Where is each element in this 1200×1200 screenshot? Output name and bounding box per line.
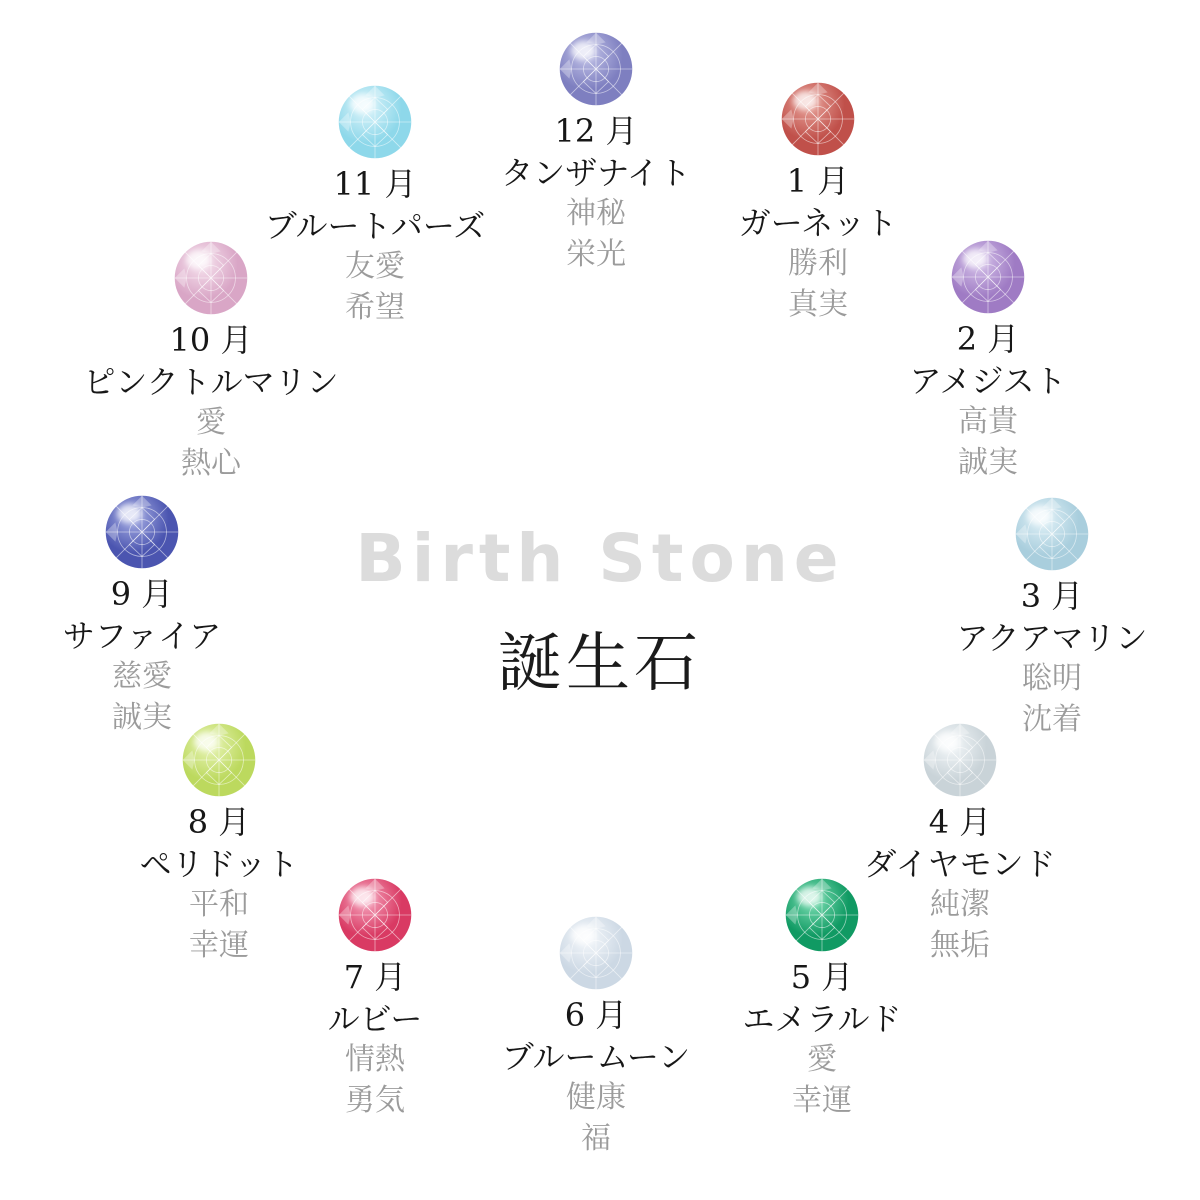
stone-month: 7 月: [343, 958, 407, 996]
stone-keyword: 幸運: [189, 927, 249, 963]
stone-keyword: 無垢: [930, 927, 990, 963]
gemstone-icon: [559, 916, 633, 990]
stone-month: 3 月: [1020, 577, 1084, 615]
stone-keywords: [692, 1040, 952, 1120]
stone-month: 9 月: [110, 575, 174, 613]
stone-entry: [12, 495, 272, 738]
stone-keyword: 勝利: [788, 246, 848, 282]
stone-label: [466, 994, 726, 1078]
gemstone-icon: [1015, 497, 1089, 571]
stone-entry: [922, 497, 1182, 740]
stone-name: アメジスト: [909, 362, 1067, 401]
stone-month: 8 月: [187, 803, 251, 841]
stone-keyword: 幸運: [792, 1082, 852, 1118]
stone-name: エメラルド: [742, 1000, 902, 1039]
stone-label: [466, 110, 726, 194]
stone-keyword: 慈愛: [112, 659, 172, 695]
gemstone-icon: [338, 85, 412, 159]
stone-keyword: 誠実: [112, 699, 172, 735]
stone-entry: [858, 240, 1118, 483]
stone-keywords: [858, 402, 1118, 482]
stone-month: 1 月: [786, 162, 850, 200]
stone-keyword: 健康: [566, 1080, 626, 1116]
stone-name: ルビー: [327, 1000, 423, 1039]
stone-keyword: 栄光: [566, 236, 626, 272]
stone-keyword: 誠実: [958, 444, 1018, 480]
stone-keyword: 神秘: [566, 196, 626, 232]
stone-keyword: 純潔: [930, 887, 990, 923]
stone-keyword: 高貴: [958, 404, 1018, 440]
stone-label: [89, 801, 349, 885]
stone-keyword: 熱心: [181, 445, 241, 481]
stone-entry: [466, 916, 726, 1159]
stone-keyword: 平和: [189, 887, 249, 923]
stone-label: [922, 575, 1182, 659]
stone-name: ブルートパーズ: [264, 207, 486, 246]
stone-label: [12, 573, 272, 657]
stone-label: [830, 801, 1090, 885]
gemstone-icon: [951, 240, 1025, 314]
gemstone-icon: [785, 878, 859, 952]
stone-keywords: [466, 1078, 726, 1158]
stone-month: 6 月: [564, 996, 628, 1034]
stone-month: 12 月: [554, 112, 638, 150]
stone-keyword: 聡明: [1022, 661, 1082, 697]
gemstone-icon: [781, 82, 855, 156]
stone-month: 11 月: [333, 165, 417, 203]
stone-keywords: [12, 657, 272, 737]
stone-keyword: 情熱: [345, 1042, 405, 1078]
stone-keyword: 勇気: [345, 1082, 405, 1118]
stone-name: サファイア: [62, 617, 222, 656]
stone-month: 5 月: [790, 958, 854, 996]
gemstone-icon: [923, 723, 997, 797]
stone-keywords: [245, 1040, 505, 1120]
stone-name: ピンクトルマリン: [83, 363, 339, 402]
stone-entry: [89, 723, 349, 966]
chart-title-english: Birth Stone: [355, 520, 845, 597]
stone-keyword: 愛: [196, 405, 226, 441]
stone-name: ダイヤモンド: [864, 845, 1056, 884]
stone-name: タンザナイト: [501, 154, 691, 193]
stone-name: ブルームーン: [501, 1038, 691, 1077]
stone-name: アクアマリン: [956, 619, 1148, 658]
stone-label: [81, 319, 341, 403]
gemstone-icon: [105, 495, 179, 569]
stone-name: ガーネット: [738, 204, 898, 243]
stone-entry: [466, 32, 726, 275]
stone-keywords: [466, 194, 726, 274]
stone-keyword: 福: [581, 1120, 611, 1156]
gemstone-icon: [338, 878, 412, 952]
gemstone-icon: [559, 32, 633, 106]
stone-keyword: 沈着: [1022, 701, 1082, 737]
stone-label: [858, 318, 1118, 402]
stone-label: [688, 160, 948, 244]
stone-keywords: [81, 403, 341, 483]
gemstone-icon: [174, 241, 248, 315]
stone-keywords: [89, 885, 349, 965]
stone-label: [245, 956, 505, 1040]
stone-month: 10 月: [169, 321, 253, 359]
stone-keyword: 愛: [807, 1042, 837, 1078]
stone-keyword: 友愛: [345, 249, 405, 285]
stone-month: 2 月: [956, 320, 1020, 358]
stone-keyword: 希望: [345, 289, 405, 325]
chart-title-japanese: 誕生石: [498, 627, 702, 701]
stone-keyword: 真実: [788, 286, 848, 322]
stone-month: 4 月: [928, 803, 992, 841]
stone-label: [692, 956, 952, 1040]
stone-name: ペリドット: [139, 845, 299, 884]
stone-entry: [692, 878, 952, 1121]
